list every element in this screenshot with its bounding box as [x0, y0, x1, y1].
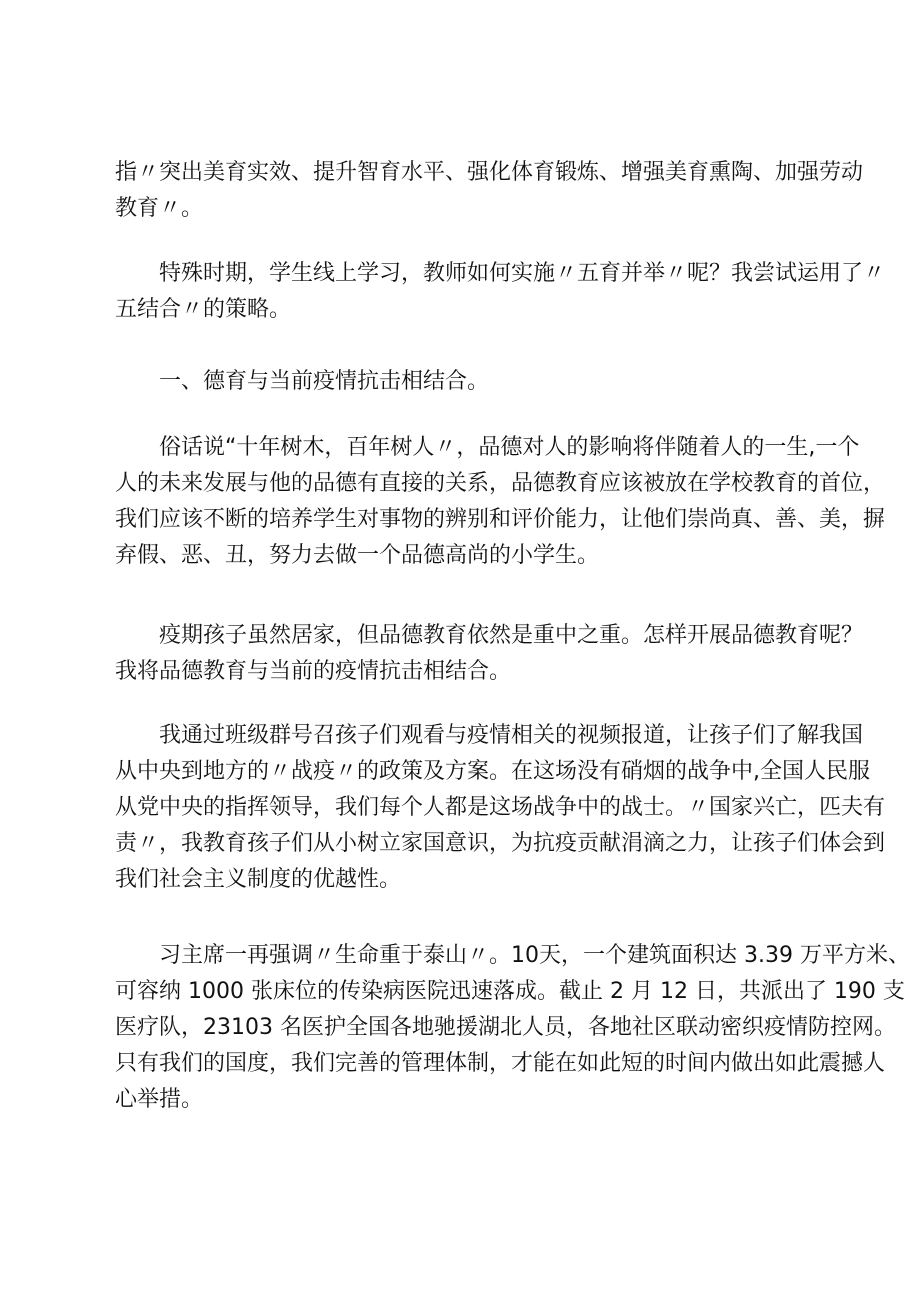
text-line: 从党中央的指挥领导，我们每个人都是这场战争中的战士。〃国家兴亡，匹夫有 — [115, 795, 886, 820]
text-line: 弃假、恶、丑，努力去做一个品德高尚的小学生。 — [115, 543, 600, 568]
text-line: 只有我们的国度，我们完善的管理体制，才能在如此短的时间内做出如此震撼人 — [115, 1051, 886, 1076]
text-line: 俗话说“十年树木，百年树人〃，品德对人的影响将伴随着人的一生,一个 — [159, 435, 860, 460]
text-line: 人的未来发展与他的品德有直接的关系，品德教育应该被放在学校教育的首位， — [115, 471, 886, 496]
paragraph-hospital-and-medical-teams — [115, 938, 910, 1118]
text-line: 特殊时期，学生线上学习，教师如何实施〃五育并举〃呢？我尝试运用了〃 — [159, 261, 886, 286]
paragraph-class-group-video — [115, 718, 886, 898]
section-heading-moral-education — [115, 364, 815, 400]
text-line: 一、德育与当前疫情抗击相结合。 — [159, 369, 490, 394]
text-line: 五结合〃的策略。 — [115, 297, 292, 322]
text-line: 我通过班级群号召孩子们观看与疫情相关的视频报道，让孩子们了解我国 — [159, 723, 864, 748]
text-line: 习主席一再强调〃生命重于泰山〃。10天，一个建筑面积达 3.39 万平方米、 — [159, 943, 910, 968]
paragraph-home-moral-education — [115, 618, 864, 690]
text-line: 医疗队，23103 名医护全国各地驰援湖北人员，各地社区联动密织疫情防控网。 — [115, 1015, 896, 1040]
text-line: 心举措。 — [115, 1087, 204, 1112]
text-line: 可容纳 1000 张床位的传染病医院迅速落成。截止 2 月 12 日，共派出了 190 支 — [115, 979, 905, 1004]
text-line: 从中央到地方的〃战疫〃的政策及方案。在这场没有硝烟的战争中,全国人民服 — [115, 759, 870, 784]
paragraph-five-education-goals — [115, 155, 864, 227]
text-line: 我们应该不断的培养学生对事物的辨别和评价能力，让他们崇尚真、善、美，摒 — [115, 507, 886, 532]
paragraph-online-learning-strategy — [115, 256, 886, 328]
text-line: 指〃突出美育实效、提升智育水平、强化体育锻炼、增强美育熏陶、加强劳动 — [115, 160, 864, 185]
text-line: 责〃，我教育孩子们从小树立家国意识，为抗疫贡献涓滴之力，让孩子们体会到 — [115, 831, 886, 856]
paragraph-moral-importance — [115, 430, 886, 574]
text-line: 我们社会主义制度的优越性。 — [115, 867, 402, 892]
text-line: 教育〃。 — [115, 196, 204, 221]
text-line: 我将品德教育与当前的疫情抗击相结合。 — [115, 659, 512, 684]
text-line: 疫期孩子虽然居家，但品德教育依然是重中之重。怎样开展品德教育呢？ — [159, 623, 864, 648]
